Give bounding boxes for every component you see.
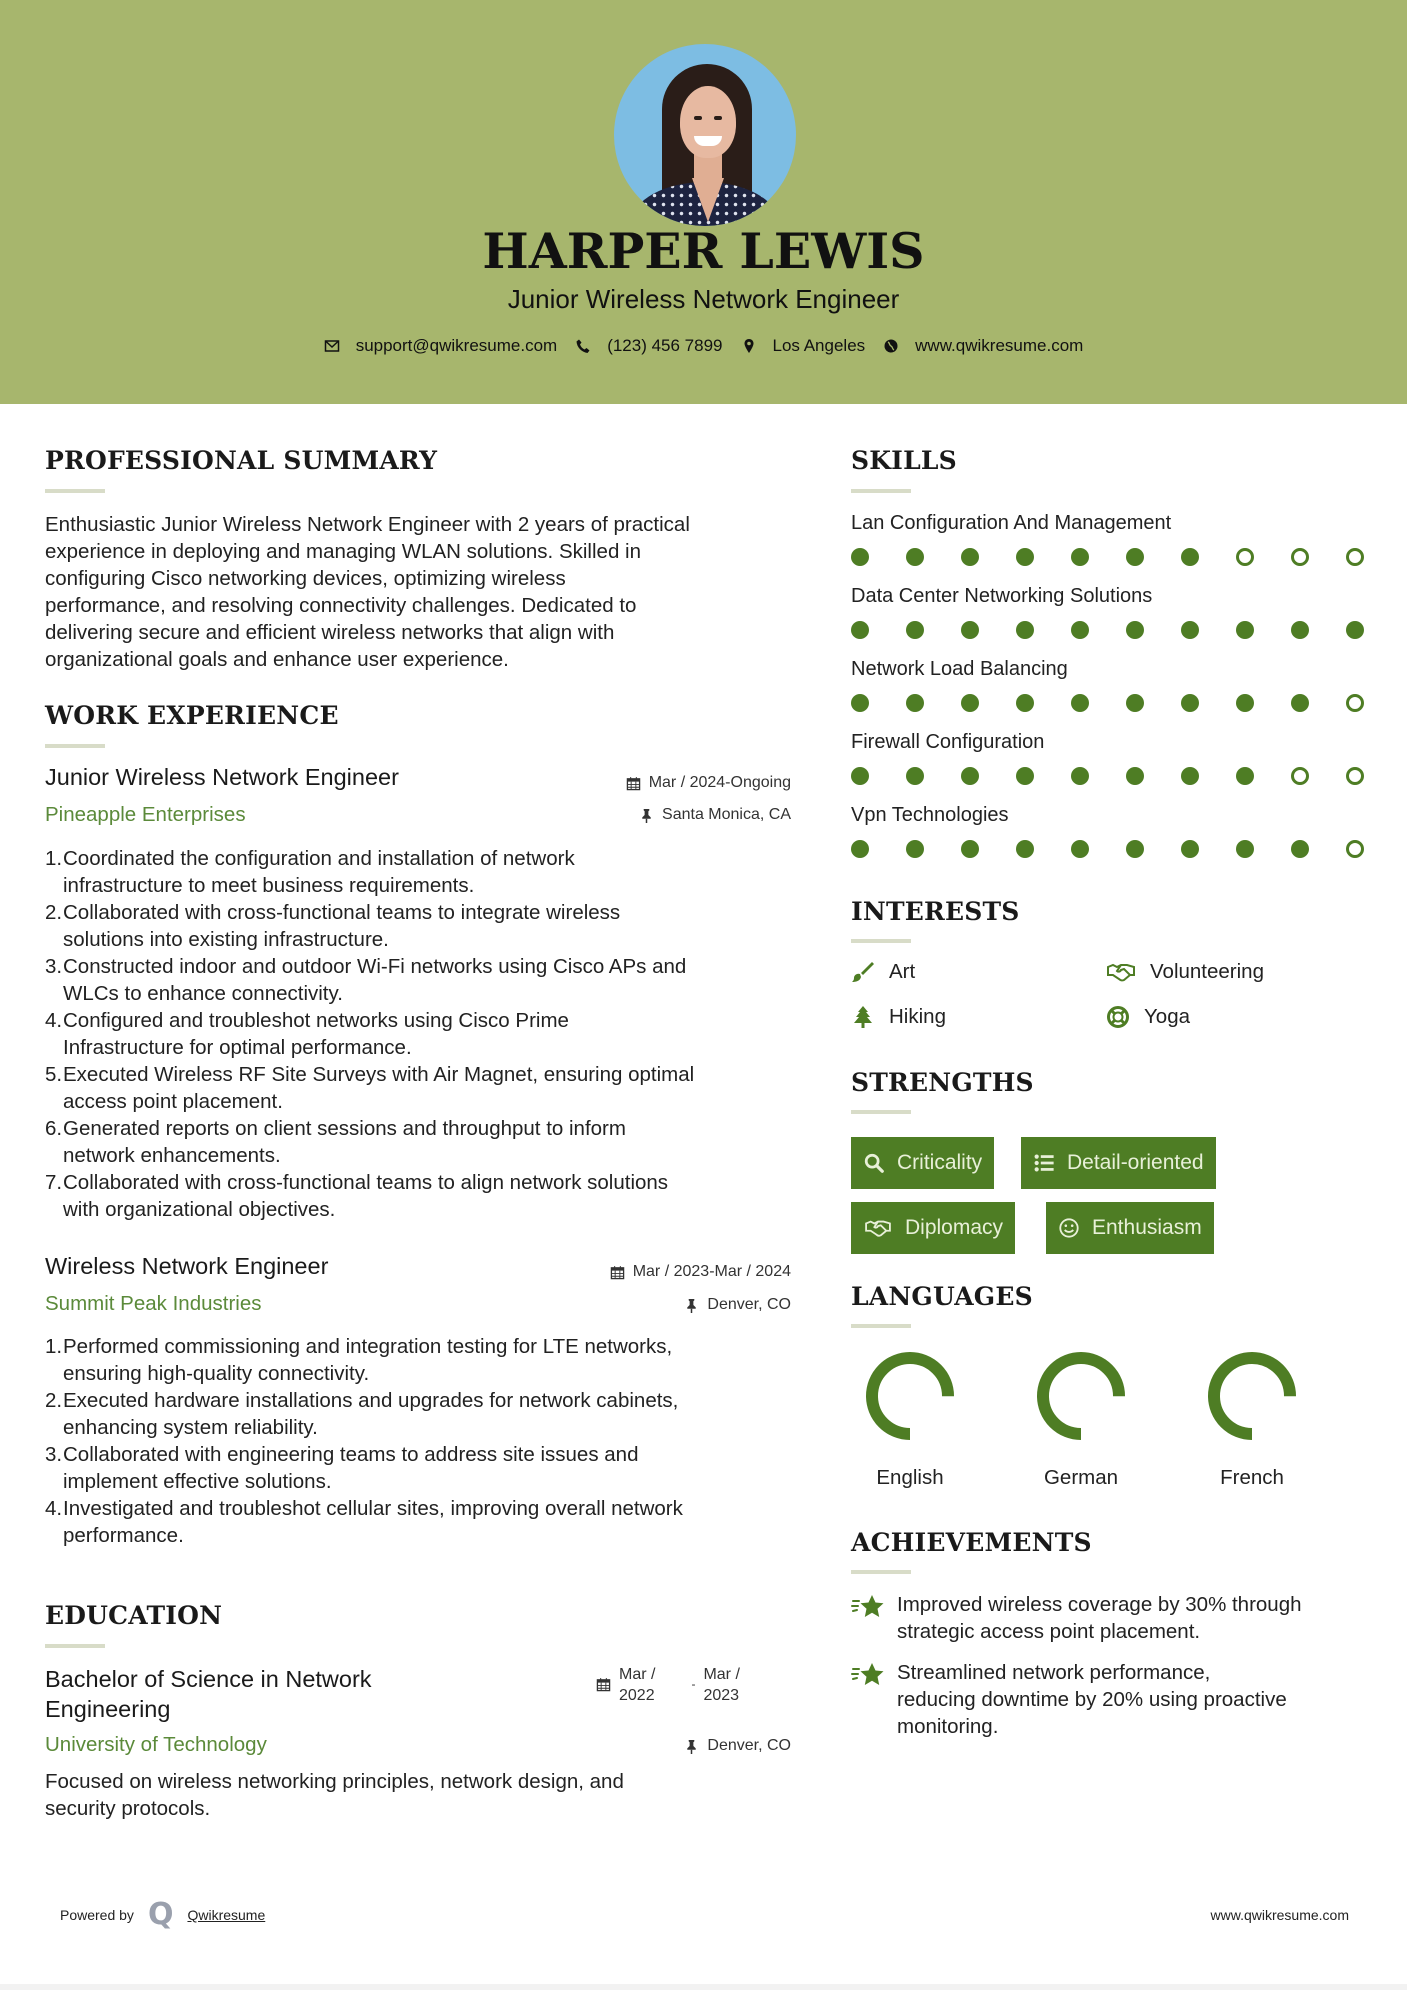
rating-dot-filled [1126, 840, 1144, 858]
list-item: 3. Constructed indoor and outdoor Wi-Fi networks using Cisco APs and WLCs to enhance connectivity. [45, 955, 687, 1005]
profile-photo [614, 44, 796, 226]
rating-dot-filled [906, 694, 924, 712]
interest-item-yoga: Yoga [1106, 1005, 1190, 1029]
rating-dot-filled [1181, 621, 1199, 639]
rating-dot-filled [1181, 840, 1199, 858]
section-rule [851, 1110, 911, 1114]
company-name: Summit Peak Industries [45, 1292, 262, 1315]
rating-dot-filled [1071, 840, 1089, 858]
candidate-name: HARPER LEWIS [482, 222, 925, 280]
rating-dot-filled [961, 840, 979, 858]
achievement-item: Improved wireless coverage by 30% through strategic access point placement. [851, 1591, 1371, 1645]
rating-dot-filled [1071, 548, 1089, 566]
contact-email[interactable]: support@qwikresume.com [324, 336, 558, 356]
strength-chip-enthusiasm: Enthusiasm [1046, 1202, 1214, 1254]
strength-chip-criticality: Criticality [851, 1137, 994, 1189]
section-title-interests: INTERESTS [851, 897, 1020, 926]
list-item: 3. Collaborated with engineering teams to address site issues and implement effective solutions. [45, 1443, 639, 1493]
language-label: English [876, 1466, 944, 1489]
section-title-achievements: ACHIEVEMENTS [851, 1528, 1092, 1557]
rating-dot-filled [1016, 840, 1034, 858]
contact-location: Los Angeles [741, 336, 866, 356]
search-icon [863, 1152, 885, 1174]
rating-dot-filled [906, 840, 924, 858]
rating-dot-filled [1181, 694, 1199, 712]
job-title: Wireless Network Engineer [45, 1253, 329, 1279]
rating-dot-empty [1236, 548, 1254, 566]
calendar-icon [610, 1265, 625, 1280]
section-title-strengths: STRENGTHS [851, 1068, 1034, 1097]
language-item [1192, 1350, 1312, 1490]
qwikresume-logo-icon: Q [147, 1897, 174, 1932]
contact-website[interactable]: www.qwikresume.com [883, 336, 1083, 356]
language-progress-ring [1035, 1350, 1127, 1442]
strength-chip-diplomacy: Diplomacy [851, 1202, 1015, 1254]
footer-website-link[interactable]: www.qwikresume.com [1210, 1907, 1349, 1923]
section-rule [851, 489, 911, 493]
rating-dot-filled [961, 767, 979, 785]
section-rule [45, 1644, 105, 1648]
achievement-item: Streamlined network performance, reducing downtime by 20% using proactive monitoring. [851, 1659, 1371, 1740]
duties-list [45, 845, 815, 1223]
job-location: Denver, CO [684, 1296, 791, 1314]
list-item: 6. Generated reports on client sessions and throughput to inform network enhancements. [45, 1117, 626, 1167]
rating-dot-filled [1126, 621, 1144, 639]
pushpin-icon [684, 1298, 699, 1313]
education-location: Denver, CO [684, 1737, 791, 1755]
section-rule [851, 939, 911, 943]
language-label: French [1220, 1466, 1284, 1489]
degree-title: Bachelor of Science in Network Engineering [45, 1666, 372, 1722]
rating-dot-filled [1126, 548, 1144, 566]
calendar-icon [626, 776, 641, 791]
summary-text: Enthusiastic Junior Wireless Network Engineer with 2 years of practical experience in deploying and managing WLAN solutions. Skilled in configuring Cisco networking devices, optimizing wireless performance, and resolving connectivity challenges. Dedicated to delivering secure and efficient wireless networks that align with organizational goals and enhance user experience. [45, 513, 690, 671]
rating-dot-empty [1346, 694, 1364, 712]
language-progress-ring [1206, 1350, 1298, 1442]
section-title-summary: PROFESSIONAL SUMMARY [45, 446, 438, 475]
language-progress-ring [864, 1350, 956, 1442]
rating-dot-filled [1181, 767, 1199, 785]
education-dates: Mar / 2022 - Mar / 2023 [596, 1664, 740, 1706]
phone-icon [575, 338, 591, 354]
list-item: 4. Investigated and troubleshot cellular sites, improving overall network performance. [45, 1497, 683, 1547]
rating-dot-filled [961, 621, 979, 639]
rating-dot-filled [851, 694, 869, 712]
section-title-experience: WORK EXPERIENCE [45, 701, 339, 730]
list-item: 1. Coordinated the configuration and installation of network infrastructure to meet business requirements. [45, 847, 575, 897]
list-item: 7. Collaborated with cross-functional teams to align network solutions with organizational objectives. [45, 1171, 669, 1221]
skill-name: Network Load Balancing [851, 658, 1068, 680]
rating-dot-filled [1071, 767, 1089, 785]
calendar-icon [596, 1677, 611, 1692]
tree-icon [851, 1005, 875, 1029]
rating-dot-filled [1181, 548, 1199, 566]
map-pin-icon [741, 338, 757, 354]
rating-dot-filled [1346, 621, 1364, 639]
footer-powered-by: Powered by Q Qwikresume [60, 1897, 266, 1932]
rating-dot-filled [961, 548, 979, 566]
rating-dot-empty [1346, 840, 1364, 858]
pushpin-icon [639, 808, 654, 823]
star-icon [851, 1661, 885, 1689]
star-icon [851, 1593, 885, 1621]
section-rule [851, 1324, 911, 1328]
rating-dot-filled [906, 621, 924, 639]
skill-rating [851, 548, 1364, 566]
rating-dot-empty [1346, 767, 1364, 785]
job-dates: Mar / 2023-Mar / 2024 [610, 1263, 791, 1281]
rating-dot-filled [1236, 621, 1254, 639]
duties-list [45, 1333, 815, 1549]
rating-dot-filled [1236, 694, 1254, 712]
rating-dot-filled [1291, 840, 1309, 858]
education-description: Focused on wireless networking principles, network design, and security protocols. [45, 1770, 624, 1820]
skill-name: Data Center Networking Solutions [851, 585, 1153, 607]
section-rule [851, 1570, 911, 1574]
rating-dot-filled [1291, 621, 1309, 639]
list-item: 2. Executed hardware installations and upgrades for network cabinets, enhancing system reliability. [45, 1389, 679, 1439]
smile-icon [1058, 1217, 1080, 1239]
rating-dot-filled [851, 548, 869, 566]
skill-rating [851, 840, 1364, 858]
section-rule [45, 489, 105, 493]
list-item: 4. Configured and troubleshot networks using Cisco Prime Infrastructure for optimal performance. [45, 1009, 569, 1059]
section-rule [45, 744, 105, 748]
rating-dot-filled [1291, 694, 1309, 712]
language-item [1021, 1350, 1141, 1490]
skill-name: Firewall Configuration [851, 731, 1045, 753]
resume-header [0, 0, 1407, 404]
job-dates: Mar / 2024-Ongoing [626, 774, 791, 792]
contact-phone[interactable]: (123) 456 7899 [575, 336, 722, 356]
company-name: Pineapple Enterprises [45, 803, 246, 826]
handshake-icon [1106, 960, 1136, 984]
language-item [850, 1350, 970, 1490]
rating-dot-filled [1126, 767, 1144, 785]
globe-icon [883, 338, 899, 354]
list-item: 2. Collaborated with cross-functional teams to integrate wireless solutions into existing infrastructure. [45, 901, 621, 951]
interest-item-hiking: Hiking [851, 1005, 946, 1029]
rating-dot-empty [1291, 548, 1309, 566]
life-ring-icon [1106, 1005, 1130, 1029]
rating-dot-filled [1071, 621, 1089, 639]
rating-dot-filled [1126, 694, 1144, 712]
rating-dot-filled [851, 767, 869, 785]
section-title-skills: SKILLS [851, 446, 957, 475]
pushpin-icon [684, 1739, 699, 1754]
skill-rating [851, 621, 1364, 639]
rating-dot-filled [851, 621, 869, 639]
rating-dot-empty [1346, 548, 1364, 566]
skill-rating [851, 767, 1364, 785]
job-location: Santa Monica, CA [639, 806, 791, 824]
rating-dot-filled [1016, 621, 1034, 639]
candidate-role: Junior Wireless Network Engineer [507, 284, 900, 314]
rating-dot-filled [851, 840, 869, 858]
page-bottom-edge [0, 1984, 1407, 1990]
list-item: 5. Executed Wireless RF Site Surveys with Air Magnet, ensuring optimal access point placement. [45, 1063, 695, 1113]
rating-dot-filled [961, 694, 979, 712]
interest-item-art: Art [851, 960, 915, 984]
strength-chip-detail-oriented: Detail-oriented [1021, 1137, 1216, 1189]
list-item: 1. Performed commissioning and integration testing for LTE networks, ensuring high-quality connectivity. [45, 1335, 673, 1385]
school-name: University of Technology [45, 1733, 267, 1756]
rating-dot-filled [906, 767, 924, 785]
rating-dot-filled [1236, 767, 1254, 785]
section-title-education: EDUCATION [45, 1601, 223, 1630]
skill-rating [851, 694, 1364, 712]
rating-dot-empty [1291, 767, 1309, 785]
skill-name: Vpn Technologies [851, 804, 1009, 826]
qwikresume-link[interactable]: Qwikresume [187, 1907, 266, 1923]
job-title: Junior Wireless Network Engineer [45, 764, 399, 790]
rating-dot-filled [1016, 548, 1034, 566]
paintbrush-icon [851, 960, 875, 984]
skill-name: Lan Configuration And Management [851, 512, 1172, 534]
envelope-icon [324, 338, 340, 354]
language-label: German [1043, 1466, 1119, 1489]
interest-item-volunteering: Volunteering [1106, 960, 1264, 984]
rating-dot-filled [1016, 767, 1034, 785]
section-title-languages: LANGUAGES [851, 1282, 1033, 1311]
rating-dot-filled [1071, 694, 1089, 712]
rating-dot-filled [906, 548, 924, 566]
rating-dot-filled [1016, 694, 1034, 712]
rating-dot-filled [1236, 840, 1254, 858]
list-icon [1033, 1152, 1055, 1174]
handshake-icon [863, 1217, 893, 1239]
contact-bar [0, 336, 1407, 356]
